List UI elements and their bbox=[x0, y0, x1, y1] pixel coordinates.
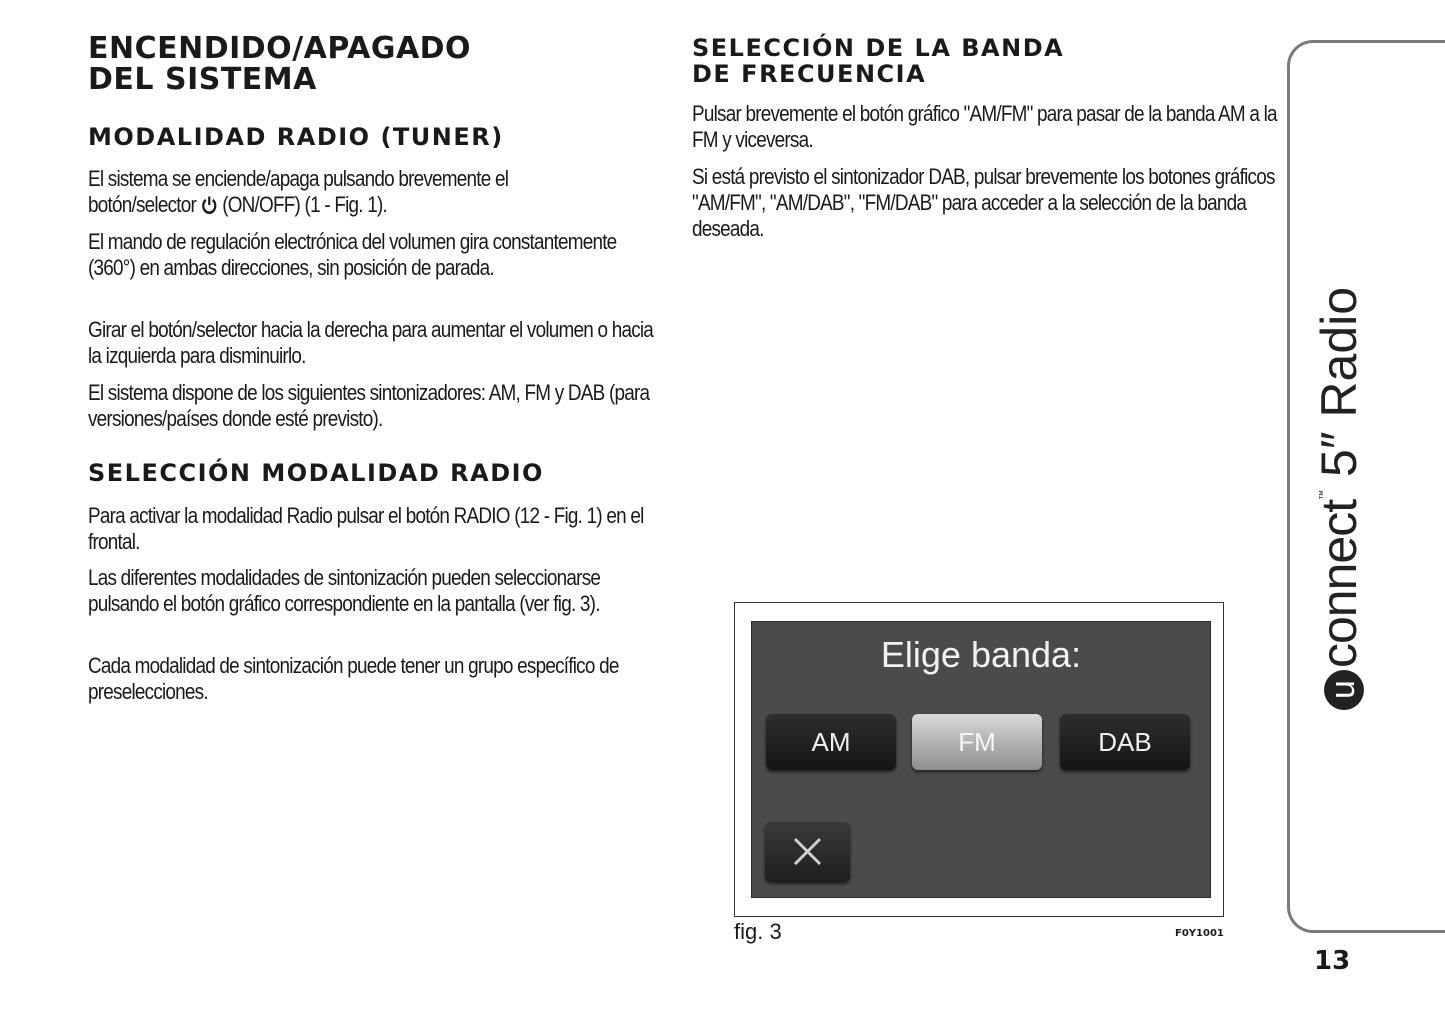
figure-frame bbox=[734, 602, 1224, 917]
paragraph-volume: El mando de regulación electrónica del volumen gira constantemente (360°) en ambas direcciones, sin posición de parada. bbox=[88, 229, 617, 280]
paragraph-tuners: El sistema dispone de los siguientes sintonizadores: AM, FM y DAB (para versiones/países donde esté previsto). bbox=[88, 380, 650, 431]
paragraph-am-fm: Pulsar brevemente el botón gráfico "AM/FM" para pasar de la banda AM a la FM y viceversa. bbox=[692, 101, 1277, 152]
chapter-tab-label bbox=[1310, 287, 1368, 710]
am-button[interactable]: AM bbox=[766, 714, 896, 770]
heading-tuner: MODALIDAD RADIO (TUNER) bbox=[88, 123, 504, 151]
radio-screen bbox=[751, 621, 1211, 898]
paragraph-turn: Girar el botón/selector hacia la derecha para aumentar el volumen o hacia la izquierda para disminuirlo. bbox=[88, 317, 654, 368]
fm-button[interactable]: FM bbox=[912, 714, 1042, 770]
paragraph-on-off bbox=[88, 166, 758, 218]
uconnect-logo-text: connect bbox=[1311, 499, 1367, 668]
paragraph-dab: Si está previsto el sintonizador DAB, pulsar brevemente los botones gráficos "AM/FM", "AM/DAB", "FM/DAB" para acceder a la selección de la banda deseada. bbox=[692, 164, 1275, 241]
close-button[interactable] bbox=[765, 822, 850, 882]
section-title-line2: DEL SISTEMA bbox=[88, 62, 317, 97]
p1-line2-post: (ON/OFF) (1 - Fig. 1). bbox=[222, 192, 388, 217]
paragraph-tuning-modes: Las diferentes modalidades de sintonización pueden seleccionarse pulsando el botón gráfico correspondiente en la pantalla (ver fig. 3). bbox=[88, 565, 601, 616]
paragraph-presets: Cada modalidad de sintonización puede tener un grupo específico de preselecciones. bbox=[88, 653, 619, 704]
page-number: 13 bbox=[1314, 946, 1351, 976]
heading-band bbox=[692, 35, 1064, 87]
p1-line1: El sistema se enciende/apaga pulsando brevemente el bbox=[88, 166, 509, 191]
close-icon bbox=[765, 822, 850, 882]
paragraph-activate-radio: Para activar la modalidad Radio pulsar el botón RADIO (12 - Fig. 1) en el frontal. bbox=[88, 503, 644, 554]
dab-button[interactable]: DAB bbox=[1060, 714, 1190, 770]
trademark-symbol: ™ bbox=[1318, 490, 1329, 500]
heading-band-line1: SELECCIÓN DE LA BANDA bbox=[692, 34, 1065, 62]
figure-caption: fig. 3 bbox=[734, 919, 782, 944]
section-title bbox=[88, 33, 471, 95]
uconnect-logo bbox=[1311, 491, 1367, 710]
p1-line2-pre: botón/selector bbox=[88, 192, 197, 217]
section-title-line1: ENCENDIDO/APAGADO bbox=[88, 31, 472, 66]
screen-title: Elige banda: bbox=[880, 634, 1082, 675]
left-column bbox=[88, 33, 471, 95]
figure-code: F0Y1001 bbox=[1175, 928, 1224, 939]
heading-select-mode: SELECCIÓN MODALIDAD RADIO bbox=[88, 459, 544, 487]
heading-band-line2: DE FRECUENCIA bbox=[692, 60, 927, 88]
uconnect-logo-u: u bbox=[1324, 670, 1364, 710]
power-icon bbox=[201, 195, 218, 215]
chapter-name: 5″ Radio bbox=[1311, 286, 1367, 477]
